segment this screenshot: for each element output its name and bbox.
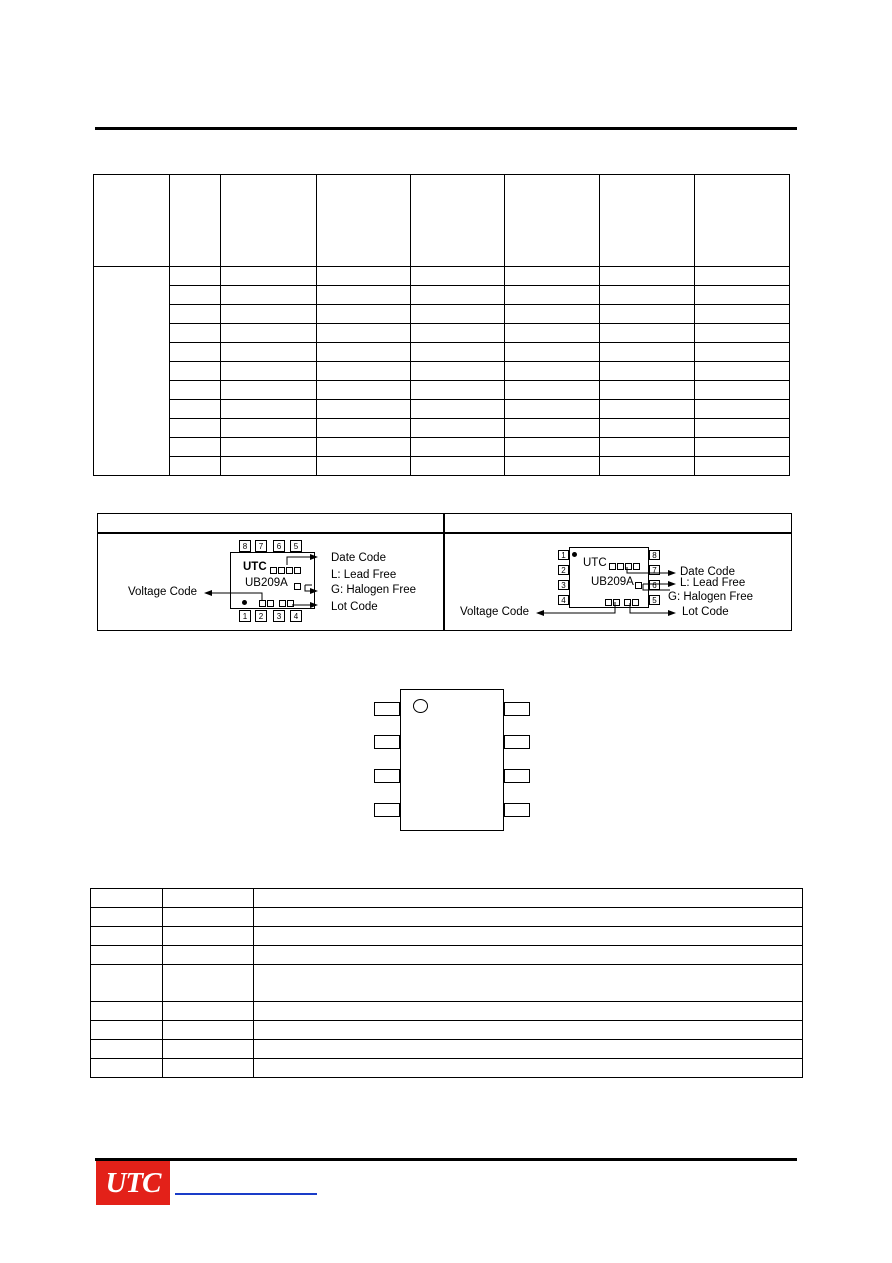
pin-1: 1 [558, 550, 569, 560]
date-code-label: Date Code [331, 552, 386, 564]
pin-lead [504, 803, 530, 817]
marking-line1: UTC [243, 561, 267, 573]
table-row [94, 400, 790, 419]
footer-rule [95, 1158, 797, 1161]
halogen-free-label: G: Halogen Free [331, 584, 417, 596]
pin-5: 5 [649, 595, 660, 605]
utc-logo [96, 1161, 170, 1205]
table-row [91, 946, 803, 965]
table-row [94, 419, 790, 438]
pin-8: 8 [239, 540, 251, 552]
pin1-marker [413, 699, 428, 713]
pin-3: 3 [558, 580, 569, 590]
table-row [94, 343, 790, 362]
marking-line2: UB209A [591, 576, 634, 588]
right-callout-arrows [530, 557, 680, 620]
marking-table-divider [443, 513, 445, 631]
pin-4: 4 [558, 595, 569, 605]
lot-code-label: Lot Code [682, 606, 729, 618]
table-row [94, 381, 790, 400]
ordering-table [93, 174, 790, 476]
pin-1: 1 [239, 610, 251, 622]
logo-text: UTC [105, 1166, 161, 1199]
voltage-code-label: Voltage Code [128, 586, 198, 598]
table-row [91, 927, 803, 946]
table-row [91, 1040, 803, 1059]
pin-description-table [90, 888, 803, 1078]
lead-free-label: L: Lead Free [680, 577, 746, 589]
table-row [94, 324, 790, 343]
table-header-row [91, 889, 803, 908]
lot-code-label: Lot Code [331, 601, 378, 613]
date-code-label: Date Code [680, 566, 735, 578]
pin-lead [504, 702, 530, 716]
pin-6: 6 [649, 580, 660, 590]
table-row [91, 908, 803, 927]
table-row [94, 457, 790, 476]
website-link[interactable] [175, 1193, 317, 1195]
marking-table-header-rule [97, 532, 792, 534]
voltage-code-label: Voltage Code [460, 606, 530, 618]
table-row [94, 438, 790, 457]
pin-3: 3 [273, 610, 285, 622]
table-row [91, 1002, 803, 1021]
table-row [94, 305, 790, 324]
table-header-row [94, 175, 790, 267]
pin-lead [374, 803, 400, 817]
table-row [94, 362, 790, 381]
pin-6: 6 [273, 540, 285, 552]
pin1-dot [572, 552, 577, 557]
pin-lead [504, 769, 530, 783]
table-row [91, 1059, 803, 1078]
halogen-free-label: G: Halogen Free [668, 591, 754, 603]
pin-2: 2 [558, 565, 569, 575]
pin-5: 5 [290, 540, 302, 552]
lead-free-label: L: Lead Free [331, 569, 397, 581]
table-row [91, 965, 803, 1002]
pin-7: 7 [255, 540, 267, 552]
pin-2: 2 [255, 610, 267, 622]
table-row [91, 1021, 803, 1040]
marking-line1: UTC [583, 557, 607, 569]
table-row [94, 267, 790, 286]
pin-7: 7 [649, 565, 660, 575]
pin-lead [374, 702, 400, 716]
pin-lead [374, 769, 400, 783]
header-rule [95, 127, 797, 130]
table-row [94, 286, 790, 305]
pin-4: 4 [290, 610, 302, 622]
marking-line2: UB209A [245, 577, 288, 589]
pin-8: 8 [649, 550, 660, 560]
left-callout-arrows [120, 545, 320, 620]
pin-lead [374, 735, 400, 749]
pin-lead [504, 735, 530, 749]
